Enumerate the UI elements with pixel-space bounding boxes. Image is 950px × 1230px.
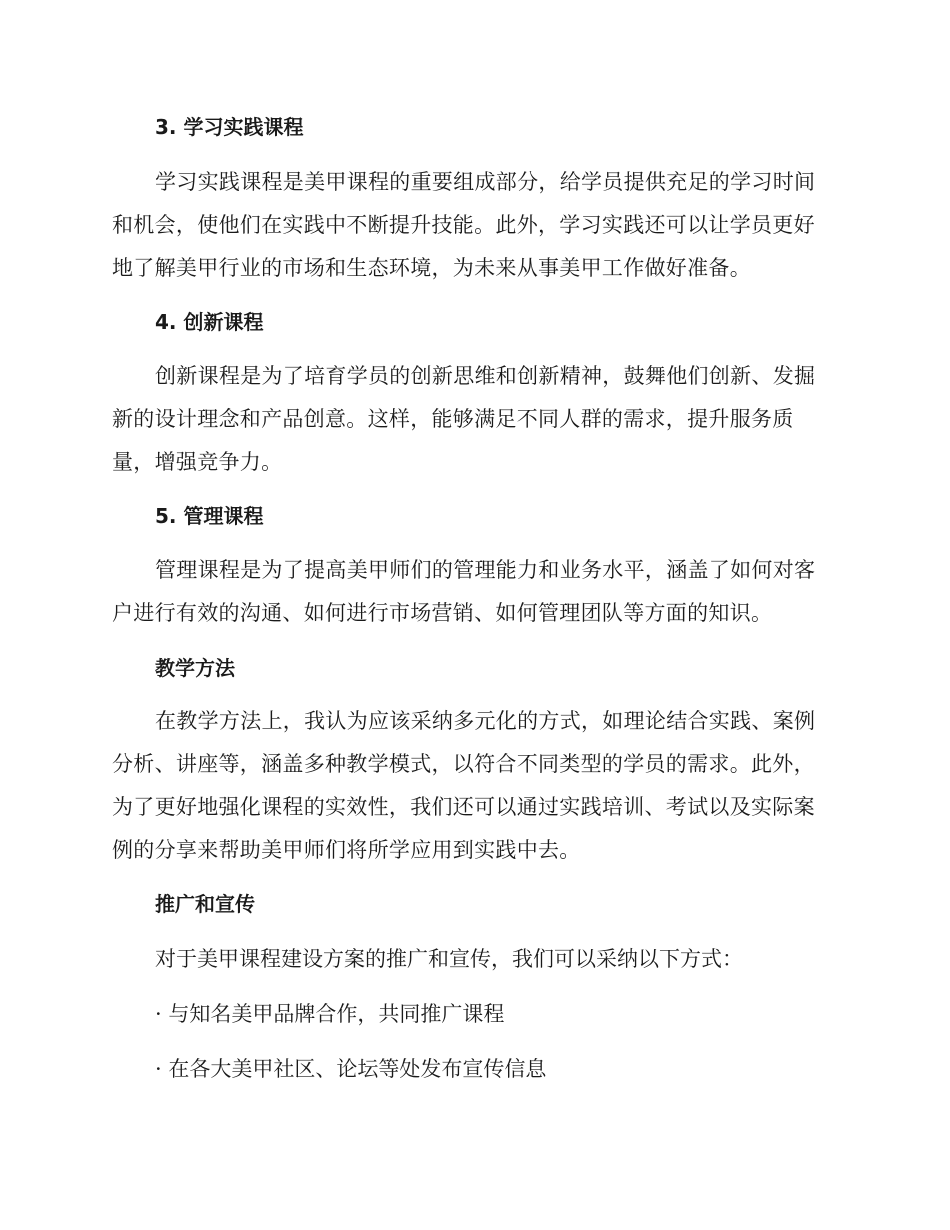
section-body-teaching-methods: 在教学方法上，我认为应该采纳多元化的方式，如理论结合实践、案例分析、讲座等，涵盖多种教学模式，以符合不同类型的学员的需求。此外，为了更好地强化课程的实效性，我们还可以通过实践培训、考试以及实际案例的分享来帮助美甲师们将所学应用到实践中去。 xyxy=(112,709,816,862)
bullet-item-community-posting: · 在各大美甲社区、论坛等处发布宣传信息 xyxy=(155,1057,547,1081)
section-body-management: 管理课程是为了提高美甲师们的管理能力和业务水平，涵盖了如何对客户进行有效的沟通、如何进行市场营销、如何管理团队等方面的知识。 xyxy=(112,558,816,625)
section-heading-practice: 3. 学习实践课程 xyxy=(155,115,304,139)
section-body-practice: 学习实践课程是美甲课程的重要组成部分，给学员提供充足的学习时间和机会，使他们在实践中不断提升技能。此外，学习实践还可以让学员更好地了解美甲行业的市场和生态环境，为未来从事美甲工作做好准备。 xyxy=(112,170,816,280)
section-body-promotion: 对于美甲课程建设方案的推广和宣传，我们可以采纳以下方式： xyxy=(155,947,743,971)
section-body-innovation: 创新课程是为了培育学员的创新思维和创新精神，鼓舞他们创新、发掘新的设计理念和产品创意。这样，能够满足不同人群的需求，提升服务质量，增强竞争力。 xyxy=(112,364,816,474)
section-heading-promotion: 推广和宣传 xyxy=(155,892,255,916)
bullet-item-brand-partnership: · 与知名美甲品牌合作，共同推广课程 xyxy=(155,1002,505,1026)
section-heading-teaching-methods: 教学方法 xyxy=(155,656,235,680)
section-heading-management: 5. 管理课程 xyxy=(155,504,264,528)
section-heading-innovation: 4. 创新课程 xyxy=(155,310,264,334)
